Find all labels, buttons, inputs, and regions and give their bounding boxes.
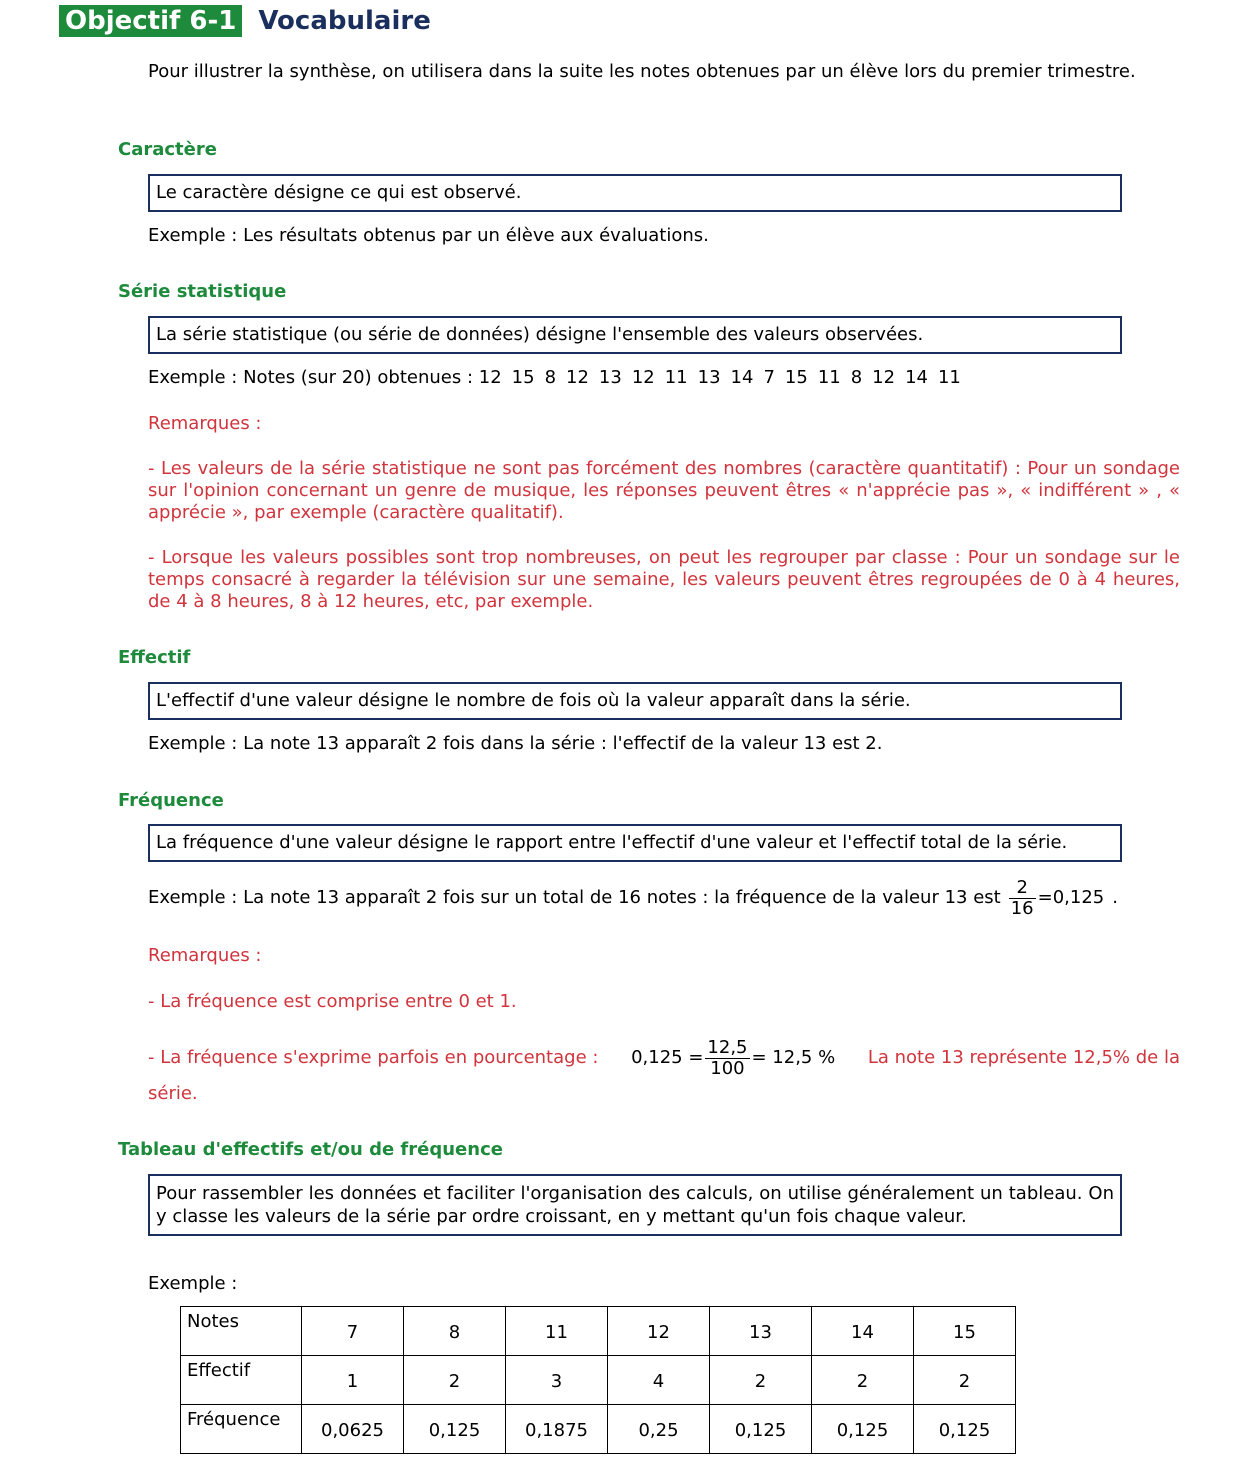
remark-frequence-1: - La fréquence est comprise entre 0 et 1. [148,991,517,1012]
table-cell: 3 [506,1356,608,1405]
remark-serie-1: - Les valeurs de la série statistique ne sont pas forcément des nombres (caractère quantitatif) : Pour un sondage sur l'opinion concernant un genre de musique, les réponses peuvent êtres « n'apprécie pas », « indifférent » , « apprécie », par exemple (caractère qualitatif). [148,458,1180,523]
table-cell: 0,0625 [302,1405,404,1454]
fraction-2-16 [1009,878,1036,919]
table-cell: 0,25 [608,1405,710,1454]
definition-box-tableau: Pour rassembler les données et faciliter l'organisation des calculs, on utilise généralement un tableau. On y classe les valeurs de la série par ordre croissant, en y mettant qu'un fois chaque valeur. [148,1174,1122,1236]
table-cell: 0,1875 [506,1405,608,1454]
table-row [181,1307,1016,1356]
table-cell: 13 [710,1307,812,1356]
row-header: Effectif [181,1356,302,1405]
table-row [181,1405,1016,1454]
serie-value: 14 [730,367,754,388]
table-cell: 2 [914,1356,1016,1405]
section-heading-caractere: Caractère [118,139,217,160]
remarks-title-frequence: Remarques : [148,945,262,966]
example-serie-prefix: Exemple : Notes (sur 20) obtenues : [148,367,474,388]
serie-value: 15 [784,367,808,388]
page-title: Vocabulaire [258,6,431,36]
section-heading-effectif: Effectif [118,647,191,668]
serie-value: 13 [697,367,721,388]
table-cell: 0,125 [710,1405,812,1454]
row-header: Fréquence [181,1405,302,1454]
serie-value: 11 [937,367,961,388]
definition-box-serie: La série statistique (ou série de données) désigne l'ensemble des valeurs observées. [148,316,1122,354]
table-cell: 2 [812,1356,914,1405]
section-heading-serie: Série statistique [118,281,287,302]
serie-value: 14 [905,367,928,388]
table-cell: 4 [608,1356,710,1405]
serie-value: 13 [598,367,622,388]
table-cell: 8 [404,1307,506,1356]
serie-values [479,367,971,388]
definition-box-effectif: L'effectif d'une valeur désigne le nombre de fois où la valeur apparaît dans la série. [148,682,1122,720]
table-cell: 11 [506,1307,608,1356]
row-header: Notes [181,1307,302,1356]
fraction-numerator: 12,5 [707,1036,748,1058]
fraction-denominator: 100 [710,1057,745,1079]
serie-value: 8 [850,367,863,388]
remark-serie-2: - Lorsque les valeurs possibles sont trop nombreuses, on peut les regrouper par classe : Pour un sondage sur le temps consacré à regarder la télévision sur une semaine, les valeurs peuvent êtres regroupées de 0 à 4 heures, de 4 à 8 heures, 8 à 12 heures, etc, par exemple. [148,547,1180,612]
pct-right: = 12,5 % [751,1047,836,1068]
section-heading-frequence: Fréquence [118,790,224,811]
example-caractere: Exemple : Les résultats obtenus par un élève aux évaluations. [148,225,709,246]
table-cell: 0,125 [914,1405,1016,1454]
remarks-title-serie: Remarques : [148,413,262,434]
table-row [181,1356,1016,1405]
objective-badge: Objectif 6-1 [59,5,242,37]
serie-value: 12 [566,367,589,388]
remark-frequence-2 [148,1036,1180,1080]
table-cell: 12 [608,1307,710,1356]
percentage-formula [631,1038,835,1079]
example-frequence-text: Exemple : La note 13 apparaît 2 fois sur un total de 16 notes : la fréquence de la valeur 13 est [148,887,1001,908]
table-cell: 14 [812,1307,914,1356]
serie-value: 11 [664,367,688,388]
pct-left: 0,125 = [631,1047,704,1068]
definition-box-frequence: La fréquence d'une valeur désigne le rapport entre l'effectif d'une valeur et l'effectif total de la série. [148,824,1122,862]
table-cell: 7 [302,1307,404,1356]
intro-paragraph: Pour illustrer la synthèse, on utilisera dans la suite les notes obtenues par un élève lors du premier trimestre. [148,61,1136,82]
definition-box-caractere: Le caractère désigne ce qui est observé. [148,174,1122,212]
table-cell: 0,125 [812,1405,914,1454]
example-frequence [148,876,1118,920]
serie-value: 15 [511,367,535,388]
serie-value: 8 [544,367,557,388]
remark-frequence-2-text: - La fréquence s'exprime parfois en pourcentage : [148,1047,599,1068]
example-serie [148,367,971,389]
example-effectif: Exemple : La note 13 apparaît 2 fois dans la série : l'effectif de la valeur 13 est 2. [148,733,883,754]
table-cell: 2 [710,1356,812,1405]
table-cell: 0,125 [404,1405,506,1454]
fraction-result: =0,125 [1037,887,1105,908]
serie-value: 12 [631,367,655,388]
example-tableau-label: Exemple : [148,1273,238,1294]
fraction-numerator: 2 [1009,878,1036,899]
serie-value: 7 [763,367,775,388]
fraction-12-5-100 [705,1038,749,1079]
frequency-table [180,1306,1016,1454]
table-cell: 2 [404,1356,506,1405]
page-header [59,5,431,37]
fraction-denominator: 16 [1010,897,1034,919]
serie-value: 12 [872,367,896,388]
table-cell: 15 [914,1307,1016,1356]
section-heading-tableau: Tableau d'effectifs et/ou de fréquence [118,1139,503,1160]
example-end: . [1112,887,1118,908]
remark-frequence-2-tail: La note 13 représente 12,5% de la [867,1047,1180,1068]
table-cell: 1 [302,1356,404,1405]
remark-frequence-2-cont: série. [148,1083,198,1104]
serie-value: 11 [817,367,841,388]
serie-value: 12 [478,367,502,388]
